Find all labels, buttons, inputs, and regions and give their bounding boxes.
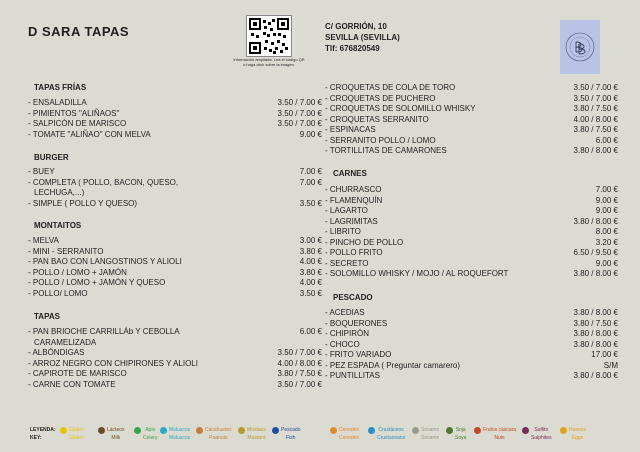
legend-item	[522, 426, 552, 442]
menu-item-name: - BUEY	[28, 167, 55, 176]
menu-item-name: - COMPLETA ( POLLO, BACON, QUESO,	[28, 177, 179, 187]
address-city: SEVILLA (SEVILLA)	[325, 33, 400, 42]
legend-text	[107, 426, 125, 442]
menu-item-name: - TORTILLITAS DE CAMARONES	[325, 146, 447, 155]
menu-item	[325, 185, 618, 196]
legend-label	[30, 426, 56, 442]
legend-item	[474, 426, 516, 442]
menu-item	[325, 136, 618, 147]
menu-item-price: 6.00 €	[299, 327, 322, 336]
menu-item-name: - POLLO / LOMO + JAMÓN	[28, 267, 127, 277]
menu-item-name: - FLAMENQUÍN	[325, 195, 383, 205]
menu-item-price: 6.50 / 9.50 €	[573, 248, 618, 257]
menu-item	[325, 83, 618, 94]
qr-code-icon	[247, 16, 291, 56]
menu-item-price: 3.80 / 8.00 €	[573, 216, 618, 226]
legend-text-en: Moluscos	[169, 435, 191, 441]
legend-text-es: Apio	[145, 427, 156, 433]
menu-item	[325, 259, 618, 270]
menu-item	[325, 227, 618, 238]
menu-item-name: - SOLOMILLO WHISKY / MOJO / AL ROQUEFORT	[325, 269, 509, 278]
menu-item-price: 7.00 €	[299, 177, 322, 187]
legend-text-en: Milk	[111, 435, 121, 441]
menu-item	[325, 104, 618, 115]
menu-item-name: - CROQUETAS DE PUCHERO	[325, 93, 436, 103]
menu-item-price: 8.00 €	[595, 227, 618, 236]
milk-icon	[98, 427, 105, 434]
menu-item-price: 3.80 / 8.00 €	[573, 146, 618, 155]
menu-item-price: 3.80 / 8.00 €	[573, 308, 618, 317]
menu-item	[28, 119, 322, 130]
menu-item	[28, 98, 322, 109]
carnes-list	[325, 185, 618, 280]
menu-item-name: - PUNTILLITAS	[325, 371, 380, 380]
menu-item	[28, 178, 322, 189]
menu-item	[325, 350, 618, 361]
restaurant-title: D SARA TAPAS	[28, 24, 130, 39]
logo-emblem-icon	[560, 20, 600, 74]
menu-item-name: - POLLO/ LOMO	[28, 288, 88, 298]
menu-item-price: 4.00 / 8.00 €	[573, 114, 618, 124]
menu-item-name: - MINI - SERRANITO	[28, 246, 104, 256]
legend-text-es: Soja	[455, 427, 466, 433]
menu-item	[28, 188, 322, 199]
menu-item	[28, 268, 322, 279]
menu-item-price: 9.00 €	[299, 129, 322, 139]
menu-item	[28, 167, 322, 178]
legend-text-en: Sulphites	[531, 435, 552, 441]
menu-item-price: S/M	[603, 360, 618, 370]
menu-item-name: - ENSALADILLA	[28, 98, 87, 107]
menu-item-price: 7.00 €	[595, 185, 618, 194]
menu-item	[325, 94, 618, 105]
menu-item	[28, 348, 322, 359]
legend-text	[69, 426, 84, 442]
legend-text-es: Huevos	[569, 427, 586, 433]
menu-item	[28, 380, 322, 391]
menu-item	[325, 238, 618, 249]
restaurant-logo	[560, 20, 600, 74]
menu-item-name: - ESPINACAS	[325, 125, 376, 134]
menu-item	[28, 289, 322, 300]
qr-code[interactable]	[246, 15, 292, 57]
legend-text-en: Celery	[143, 435, 158, 441]
menu-item-name: - TOMATE "ALIÑAO" CON MELVA	[28, 129, 151, 139]
menu-item	[28, 278, 322, 289]
menu-item-name: - PINCHO DE POLLO	[325, 237, 404, 247]
menu-item-name: LECHUGA,...)	[34, 188, 85, 197]
menu-item	[28, 359, 322, 370]
menu-item-name: - CAPIROTE DE MARISCO	[28, 369, 127, 378]
legend-text	[281, 426, 300, 442]
menu-item-name: CARAMELIZADA	[34, 337, 97, 347]
section-title-tapas-frias: TAPAS FRÍAS	[34, 83, 87, 92]
menu-item	[325, 269, 618, 280]
legend-text	[531, 426, 552, 442]
menu-item-price: 3.00 €	[299, 236, 322, 245]
legend-item	[98, 426, 125, 442]
menu-item	[325, 308, 618, 319]
menu-item	[28, 338, 322, 349]
legend-text-en: Gluten	[69, 435, 84, 441]
menu-item-price: 3.50 €	[299, 288, 322, 298]
crustacean-icon	[368, 427, 375, 434]
menu-item	[28, 199, 322, 210]
legend-text-en: Crustaceans	[377, 435, 406, 441]
menu-item-price: 3.50 €	[299, 198, 322, 208]
menu-item-name: - MELVA	[28, 236, 59, 245]
address-block	[325, 21, 400, 54]
menu-item-price: 6.00 €	[595, 135, 618, 145]
menu-item-price: 3.50 / 7.00 €	[277, 98, 322, 107]
menu-item-name: - CROQUETAS DE SOLOMILLO WHISKY	[325, 104, 476, 113]
legend-item	[368, 426, 405, 442]
menu-item-name: - SECRETO	[325, 258, 369, 268]
menu-item-name: - CHURRASCO	[325, 185, 382, 194]
menu-item-name: - PAN BRIOCHE CARRILLÁb Y CEBOLLA	[28, 327, 180, 336]
section-title-tapas: TAPAS	[34, 312, 60, 321]
sesame-icon	[412, 427, 419, 434]
menu-item	[28, 109, 322, 120]
menu-item	[28, 130, 322, 141]
legend-text-en: Soya	[455, 435, 467, 441]
egg-icon	[560, 427, 567, 434]
menu-item-price: 3.50 / 7.00 €	[573, 93, 618, 103]
legend-text	[455, 426, 466, 442]
mustard-icon	[238, 427, 245, 434]
legend-item	[134, 426, 157, 442]
menu-item	[325, 371, 618, 382]
menu-item-name: - CHIPIRÓN	[325, 329, 369, 338]
menu-item-price: 3.80 / 7.50 €	[573, 318, 618, 328]
menu-item-price: 9.00 €	[595, 195, 618, 205]
menu-item-name: - PAN BAO CON LANGOSTINOS Y ALIOLI	[28, 257, 182, 266]
legend-text	[205, 426, 232, 442]
legend-text-en: Mustard	[247, 435, 266, 441]
legend-label-es: LEYENDA:	[30, 427, 56, 433]
menu-item-name: - POLLO / LOMO + JAMÓN Y QUESO	[28, 278, 166, 287]
menu-item	[325, 115, 618, 126]
menu-item-name: - SERRANITO POLLO / LOMO	[325, 135, 436, 145]
menu-item-price: 4.00 €	[299, 278, 322, 287]
menu-item-price: 3.80 / 7.50 €	[573, 125, 618, 134]
fish-icon	[272, 427, 279, 434]
menu-item-price: 3.80 / 7.50 €	[277, 369, 322, 378]
menu-item	[325, 217, 618, 228]
menu-item-name: - CARNE CON TOMATE	[28, 379, 116, 389]
section-title-burger: BURGER	[34, 153, 69, 162]
legend-text-es: Gluten	[69, 427, 84, 433]
phone-number: Tlf: 676820549	[325, 44, 380, 53]
menu-item-price: 3.50 / 7.00 €	[573, 83, 618, 92]
menu-item-price: 7.00 €	[299, 167, 322, 176]
menu-item-price: 3.80 / 8.00 €	[573, 371, 618, 380]
legend-text	[421, 426, 439, 442]
legend-text	[483, 426, 516, 442]
legend-item	[160, 426, 190, 442]
menu-item-name: - LAGARTO	[325, 206, 368, 215]
menu-item-price: 3.20 €	[595, 237, 618, 247]
menu-item-name: - SIMPLE ( POLLO Y QUESO)	[28, 198, 138, 208]
mollusc-icon	[160, 427, 167, 434]
nuts-icon	[474, 427, 481, 434]
menu-item-price: 3.50 / 7.00 €	[277, 108, 322, 118]
montaitos-list	[28, 236, 322, 299]
menu-item	[28, 236, 322, 247]
menu-item-price: 17.00 €	[591, 350, 618, 359]
menu-item-price: 3.50 / 7.00 €	[277, 348, 322, 357]
legend-text-en: Nuts	[494, 435, 505, 441]
legend-text-es: Sulfito	[534, 427, 549, 433]
menu-item	[325, 206, 618, 217]
menu-item	[28, 327, 322, 338]
legend-text	[169, 426, 190, 442]
legend-item	[412, 426, 439, 442]
address-street: C/ GORRIÓN, 10	[325, 22, 387, 31]
sulphite-icon	[522, 427, 529, 434]
section-title-carnes: CARNES	[333, 169, 367, 178]
menu-item-price: 3.80 €	[299, 246, 322, 256]
menu-item-name: - PIMIENTOS "ALIÑAOS"	[28, 108, 120, 118]
menu-item-name: - FRITO VARIADO	[325, 350, 392, 359]
legend-text-en: Sesame	[421, 435, 440, 441]
menu-item-name: - PEZ ESPADA ( Preguntar camarero)	[325, 360, 461, 370]
legend-text-es: Sésamo	[421, 427, 440, 433]
legend-item	[560, 426, 586, 442]
menu-item-name: - LAGRIMITAS	[325, 216, 378, 226]
legend-text	[247, 426, 266, 442]
menu-item-name: - LIBRITO	[325, 227, 361, 236]
menu-item-name: - CROQUETAS SERRANITO	[325, 114, 429, 124]
legend-text-es: Cacahuetes	[205, 427, 232, 433]
menu-item-name: - ACEDIAS	[325, 308, 365, 317]
tapas-list	[28, 327, 322, 390]
menu-item	[325, 329, 618, 340]
legend-text-es: Moluscos	[169, 427, 191, 433]
menu-item	[325, 125, 618, 136]
menu-item	[28, 257, 322, 268]
menu-item	[28, 369, 322, 380]
legend-item	[446, 426, 466, 442]
menu-item-name: - ALBÓNDIGAS	[28, 348, 85, 357]
qr-caption: Información ampliada. Lea el código QR o haga click sobre la imagen.	[233, 57, 305, 67]
soy-icon	[446, 427, 453, 434]
legend-text-es: Lácteos	[107, 427, 125, 433]
section-title-pescado: PESCADO	[333, 293, 373, 302]
legend-item	[60, 426, 84, 442]
legend-item	[196, 426, 232, 442]
menu-item-name: - BOQUERONES	[325, 318, 388, 328]
menu-item	[28, 247, 322, 258]
menu-item-price: 3.50 / 7.00 €	[277, 379, 322, 389]
menu-item-name: - SALPICÓN DE MARISCO	[28, 119, 127, 128]
burger-list	[28, 167, 322, 209]
menu-item-price: 3.80 / 8.00 €	[573, 269, 618, 278]
menu-item-price: 4.00 / 8.00 €	[277, 358, 322, 368]
wheat-icon	[60, 427, 67, 434]
menu-item	[325, 319, 618, 330]
cereal-icon	[330, 427, 337, 434]
legend-item	[330, 426, 359, 442]
legend-label-en: KEY:	[30, 435, 42, 441]
menu-item-price: 4.00 €	[299, 257, 322, 266]
section-title-montaitos: MONTAITOS	[34, 221, 82, 230]
menu-item	[325, 146, 618, 157]
menu-item	[325, 196, 618, 207]
legend-text	[569, 426, 586, 442]
menu-item-price: 9.00 €	[595, 206, 618, 215]
menu-item-price: 3.80 / 7.50 €	[573, 104, 618, 113]
menu-item	[325, 361, 618, 372]
pescado-list	[325, 308, 618, 382]
legend-text-en: Eggs	[571, 435, 584, 441]
croquetas-list	[325, 83, 618, 157]
menu-item	[325, 340, 618, 351]
legend-text	[143, 426, 157, 442]
legend-text	[339, 426, 359, 442]
menu-item-name: - POLLO FRITO	[325, 248, 383, 257]
menu-item-price: 3.50 / 7.00 €	[277, 119, 322, 128]
legend-text-en: Cereales	[339, 435, 360, 441]
menu-item-price: 3.80 / 8.00 €	[573, 329, 618, 338]
menu-item-price: 9.00 €	[595, 258, 618, 268]
legend-text-es: Mostaza	[247, 427, 266, 433]
legend-text-es: Crustáceos	[378, 427, 404, 433]
menu-item-price: 3.80 €	[299, 267, 322, 277]
menu-item-name: - CHOCO	[325, 339, 360, 349]
tapas-frias-list	[28, 98, 322, 140]
menu-item-name: - CROQUETAS DE COLA DE TORO	[325, 83, 456, 92]
menu-item	[325, 248, 618, 259]
menu-item-name: - ARROZ NEGRO CON CHIPIRONES Y ALIOLI	[28, 358, 198, 368]
peanut-icon	[196, 427, 203, 434]
menu-item-price: 3.80 / 8.00 €	[573, 339, 618, 349]
legend-item	[272, 426, 300, 442]
legend-text-en: Fish	[286, 435, 296, 441]
celery-icon	[134, 427, 141, 434]
legend-text-es: Cereales	[339, 427, 360, 433]
legend-text-es: Pescado	[281, 427, 301, 433]
legend-item	[238, 426, 266, 442]
legend-text	[377, 426, 405, 442]
legend-text-es: Frutos cáscara	[483, 427, 517, 433]
legend-text-en: Peanuts	[209, 435, 228, 441]
